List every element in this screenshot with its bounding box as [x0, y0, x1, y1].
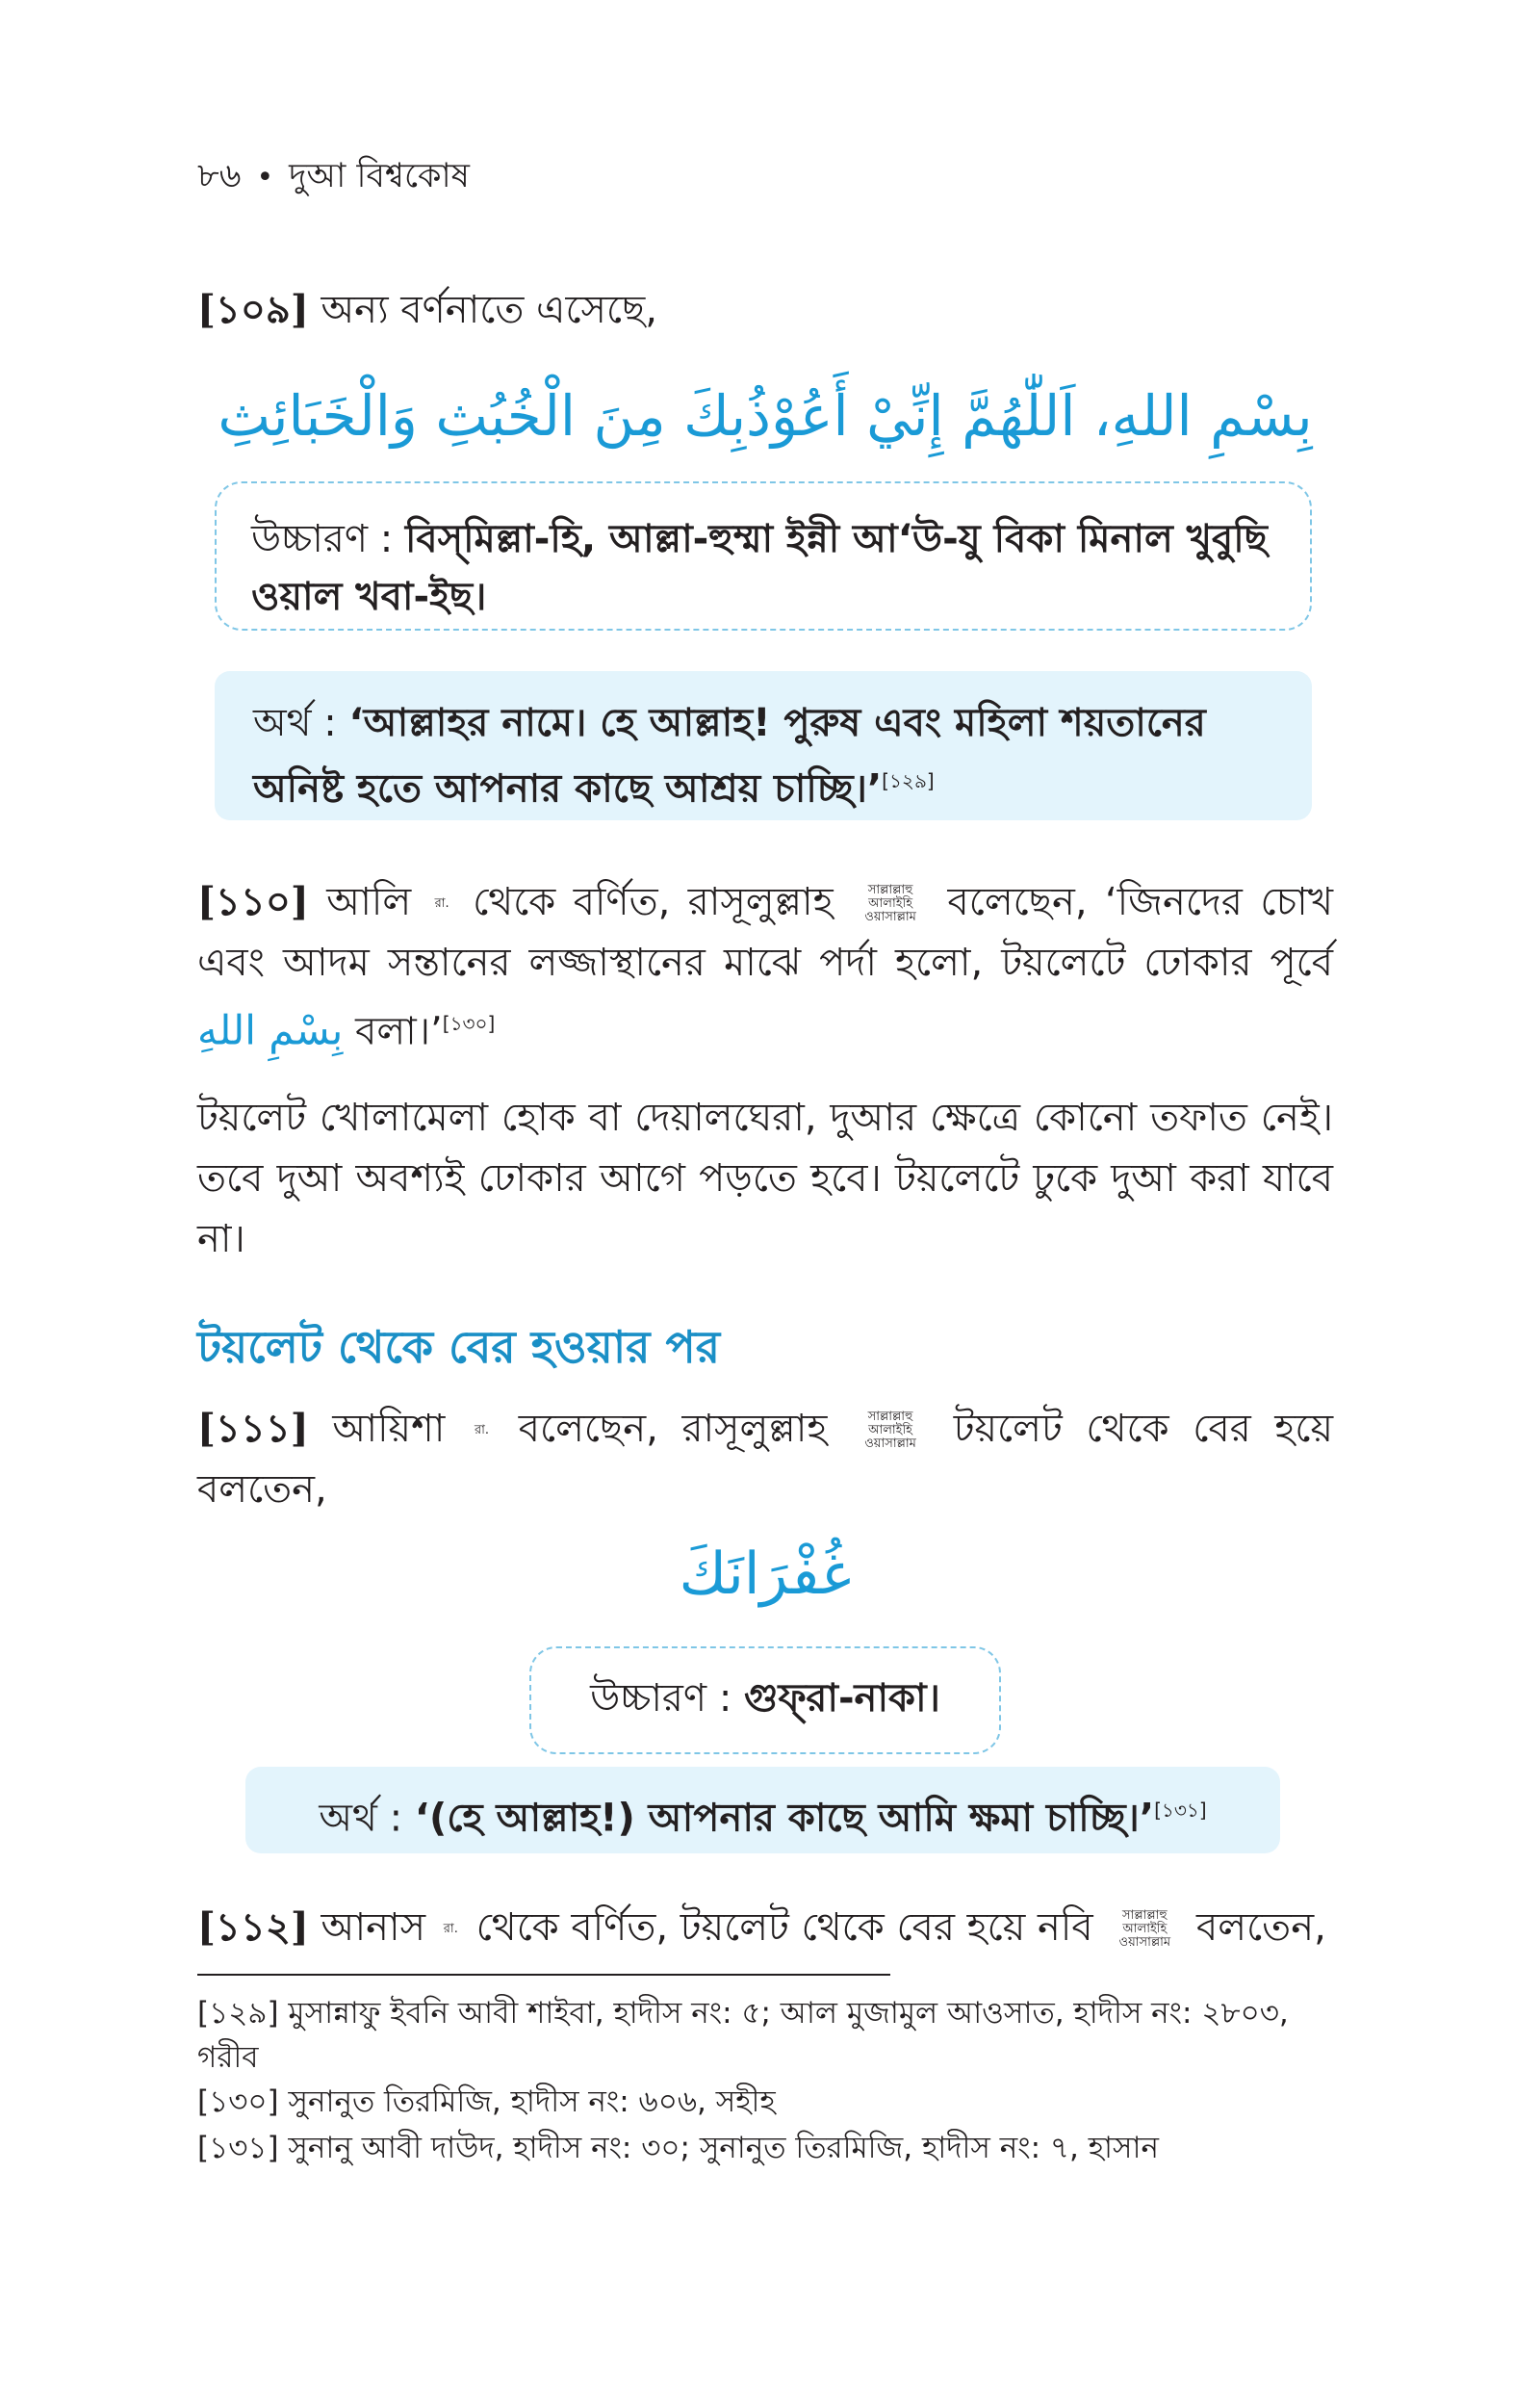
arabic-dua-1: بِسْمِ اللهِ، اَللّٰهُمَّ إِنِّيْ أَعُوْذُبِكَ مِنَ الْخُبُثِ وَالْخَبَائِثِ	[218, 383, 1313, 449]
paragraph-text: বলেছেন, ‘জিনদের চোখ এবং আদম সন্তানের লজ্জাস্থানের মাঝে পর্দা হলো, টয়লেটে ঢোকার পূর্বে	[197, 880, 1334, 985]
meaning-label: অর্থ :	[253, 701, 337, 745]
footnote-divider	[197, 1974, 890, 1976]
honorific-mark: রা.	[434, 896, 449, 911]
meaning-text: ‘(হে আল্লাহ!) আপনার কাছে আমি ক্ষমা চাচ্ছি।’	[414, 1796, 1155, 1841]
paragraph-text: টয়লেট থেকে বের হয়ে বলতেন,	[197, 1407, 1334, 1512]
pronunciation-box-1	[215, 481, 1312, 631]
paragraph-text: আলি	[326, 880, 412, 924]
arabic-inline: بِسْمِ اللهِ	[197, 1006, 344, 1054]
paragraph-129	[197, 279, 1333, 341]
honorific-mark: রা.	[475, 1423, 490, 1437]
pronunciation-label: উচ্চারণ :	[590, 1676, 732, 1721]
hadith-number: [১১২]	[197, 1904, 309, 1950]
separator-dot: •	[256, 161, 274, 194]
footnote-129: [১২৯] মুসান্নাফু ইবনি আবী শাইবা, হাদীস নং: ৫; আল মুজামুল আওসাত, হাদীস নং: ২৮০৩, গরীব	[197, 1996, 1289, 2075]
footnote-130: [১৩০] সুনানুত তিরমিজি, হাদীস নং: ৬০৬, সহীহ	[197, 2084, 776, 2119]
meaning-box-1	[215, 671, 1312, 820]
pronunciation-text: বিস্‌মিল্লা-হি, আল্লা-হুম্মা ইন্নী আ‘উ-যু বিকা মিনাল খুবুছি ওয়াল খবা-ইছ।	[251, 517, 1268, 619]
paragraph-132	[197, 1897, 1333, 1958]
paragraph-text: বলেছেন, রাসূলুল্লাহ	[518, 1407, 828, 1451]
meaning-box-2	[245, 1767, 1280, 1853]
pronunciation-box-2	[529, 1646, 1001, 1754]
hadith-number: [১১০]	[197, 879, 309, 924]
paragraph-text: বলা।’	[355, 1009, 443, 1054]
footnote-ref: [১৩০]	[442, 1012, 496, 1035]
honorific-mark: সাল্লাল্লাহু আলাইহি ওয়াসাল্লাম	[864, 883, 916, 924]
paragraph-text: আয়িশা	[332, 1407, 446, 1451]
paragraph-text: আনাস	[321, 1905, 426, 1950]
paragraph-text: টয়লেট খোলামেলা হোক বা দেয়ালঘেরা, দুআর ক্ষেত্রে কোনো তফাত নেই। তবে দুআ অবশ্যই ঢোকার আগে পড়তে হবে। টয়লেটে ঢুকে দুআ করা যাবে না।	[197, 1096, 1333, 1261]
paragraph-note	[197, 1088, 1333, 1270]
paragraph-text: বলতেন,	[1196, 1905, 1326, 1950]
meaning-label: অর্থ :	[319, 1796, 403, 1841]
honorific-mark: সাল্লাল্লাহু আলাইহি ওয়াসাল্লাম	[1118, 1908, 1171, 1950]
hadith-number: [১১১]	[197, 1406, 309, 1451]
footnote-ref: [১৩১]	[1154, 1799, 1207, 1822]
honorific-mark: সাল্লাল্লাহু আলাইহি ওয়াসাল্লাম	[864, 1410, 916, 1451]
footnote-131: [১৩১] সুনানু আবী দাউদ, হাদীস নং: ৩০; সুনানুত তিরমিজি, হাদীস নং: ৭, হাসান	[197, 2131, 1160, 2165]
paragraph-text: থেকে বর্ণিত, রাসূলুল্লাহ	[473, 880, 834, 924]
paragraph-text: থেকে বর্ণিত, টয়লেট থেকে বের হয়ে নবি	[475, 1905, 1093, 1950]
section-heading: টয়লেট থেকে বের হওয়ার পর	[197, 1321, 721, 1373]
running-header	[197, 149, 470, 206]
paragraph-131	[197, 1398, 1333, 1520]
page-number: ৮৬	[197, 157, 242, 195]
arabic-dua-2: غُفْرَانَكَ	[679, 1540, 852, 1608]
hadith-number: [১০৯]	[197, 287, 309, 332]
paragraph-text: অন্য বর্ণনাতে এসেছে,	[321, 288, 658, 332]
meaning-text: ‘আল্লাহর নামে। হে আল্লাহ! পুরুষ এবং মহিলা শয়তানের অনিষ্ট হতে আপনার কাছে আশ্রয় চাচ্ছি।’	[253, 701, 1206, 812]
honorific-mark: রা.	[443, 1922, 458, 1936]
pronunciation-text: গুফ্‌রা-নাকা।	[744, 1676, 940, 1721]
book-title: দুআ বিশ্বকোষ	[289, 157, 470, 195]
paragraph-130	[197, 871, 1333, 1062]
footnote-ref: [১২৯]	[882, 769, 935, 792]
pronunciation-label: উচ্চারণ :	[251, 517, 394, 561]
